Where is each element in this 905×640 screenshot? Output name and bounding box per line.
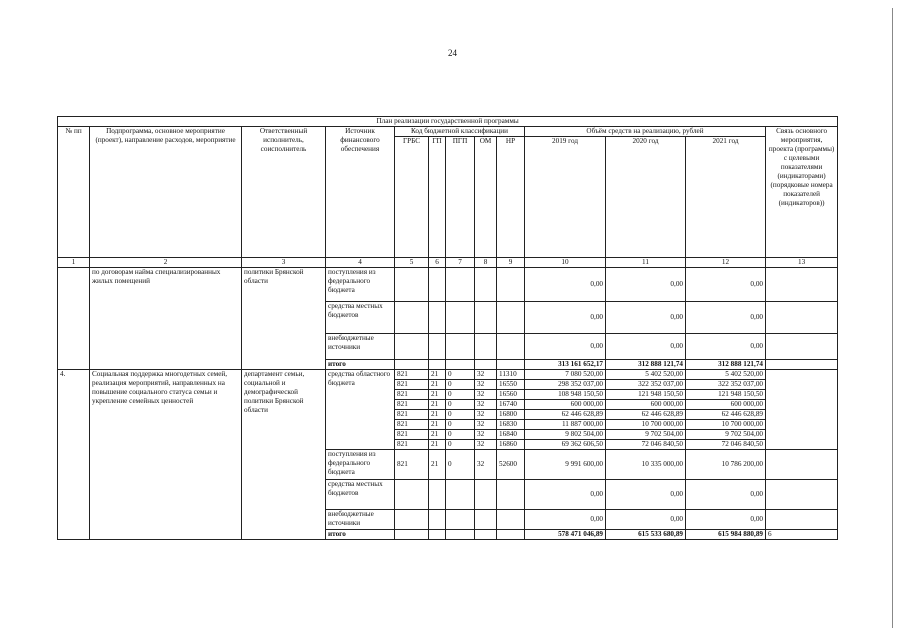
code-pgp: 0 [446, 420, 475, 430]
value-2020: 62 446 628,89 [606, 410, 686, 420]
header-link: Связь основного мероприятия, проекта (программы) с целевыми показателями (индикаторами) (порядковые номера показателей (индикаторов)) [766, 127, 838, 258]
value-2021: 10 700 000,00 [686, 420, 766, 430]
header-2019: 2019 год [525, 137, 606, 258]
value-2020: 322 352 037,00 [606, 380, 686, 390]
value-2020: 9 702 504,00 [606, 430, 686, 440]
column-number: 13 [766, 258, 838, 268]
value-2019: 0,00 [525, 334, 606, 360]
code-om: 32 [475, 400, 497, 410]
value-2019: 11 887 000,00 [525, 420, 606, 430]
code-grbs: 821 [395, 430, 429, 440]
code-gp: 21 [429, 370, 446, 380]
value-2020: 0,00 [606, 268, 686, 302]
code-gp: 21 [429, 450, 446, 480]
value-2021: 0,00 [686, 510, 766, 530]
value-2021: 0,00 [686, 334, 766, 360]
header-num: № пп [58, 127, 90, 258]
code-np: 16800 [497, 410, 525, 420]
total-label: итого [326, 530, 395, 540]
value-2019: 0,00 [525, 510, 606, 530]
subprogram-name: Социальная поддержка многодетных семей, реализация мероприятий, направленных на повышение социального статуса семьи и укрепление семейных ценностей [90, 370, 242, 540]
code-pgp: 0 [446, 450, 475, 480]
code-pgp: 0 [446, 390, 475, 400]
header-source: Источник финансового обеспечения [326, 127, 395, 258]
value-2019: 9 991 600,00 [525, 450, 606, 480]
code-om: 32 [475, 420, 497, 430]
value-2019: 62 446 628,89 [525, 410, 606, 420]
value-2020: 121 948 150,50 [606, 390, 686, 400]
value-2021: 600 000,00 [686, 400, 766, 410]
value-2021: 10 786 200,00 [686, 450, 766, 480]
column-number: 9 [497, 258, 525, 268]
code-pgp: 0 [446, 400, 475, 410]
code-grbs: 821 [395, 420, 429, 430]
header-pgp: ПГП [446, 137, 475, 258]
code-om: 32 [475, 450, 497, 480]
header-responsible: Ответственный исполнитель, соисполнитель [242, 127, 326, 258]
funding-source: внебюджетные источники [326, 510, 395, 530]
column-number: 5 [395, 258, 429, 268]
column-number: 3 [242, 258, 326, 268]
table-row [58, 370, 838, 380]
total-2019: 578 471 046,89 [525, 530, 606, 540]
code-np: 16860 [497, 440, 525, 450]
subprogram-name: по договорам найма специализированных жилых помещений [90, 268, 242, 370]
code-pgp: 0 [446, 430, 475, 440]
table-row [58, 268, 838, 302]
scan-edge-line [892, 8, 893, 628]
value-2020: 600 000,00 [606, 400, 686, 410]
column-number: 2 [90, 258, 242, 268]
code-pgp: 0 [446, 380, 475, 390]
value-2020: 5 402 520,00 [606, 370, 686, 380]
code-om: 32 [475, 370, 497, 380]
value-2021: 62 446 628,89 [686, 410, 766, 420]
total-2020: 615 533 680,89 [606, 530, 686, 540]
value-2021: 0,00 [686, 268, 766, 302]
code-grbs: 821 [395, 450, 429, 480]
value-2020: 0,00 [606, 302, 686, 334]
header-volume: Объём средств на реализацию, рублей [525, 127, 766, 137]
code-np: 16840 [497, 430, 525, 440]
total-2019: 313 161 652,17 [525, 360, 606, 370]
code-gp: 21 [429, 390, 446, 400]
value-2019: 0,00 [525, 268, 606, 302]
column-number: 11 [606, 258, 686, 268]
column-number: 7 [446, 258, 475, 268]
code-om: 32 [475, 380, 497, 390]
code-om: 32 [475, 430, 497, 440]
value-2021: 72 046 840,50 [686, 440, 766, 450]
indicator-link: 6 [766, 530, 838, 540]
value-2020: 0,00 [606, 510, 686, 530]
header-subprogram: Подпрограмма, основное мероприятие (проект), направление расходов, мероприятие [90, 127, 242, 258]
program-plan-table [57, 116, 838, 540]
row-number: 4. [58, 370, 90, 540]
column-number: 6 [429, 258, 446, 268]
funding-source: средства местных бюджетов [326, 302, 395, 334]
value-2019: 7 080 520,00 [525, 370, 606, 380]
code-np: 16740 [497, 400, 525, 410]
total-2020: 312 888 121,74 [606, 360, 686, 370]
value-2019: 0,00 [525, 302, 606, 334]
header-grbs: ГРБС [395, 137, 429, 258]
code-grbs: 821 [395, 410, 429, 420]
value-2019: 69 362 606,50 [525, 440, 606, 450]
value-2021: 0,00 [686, 480, 766, 510]
total-2021: 615 984 880,89 [686, 530, 766, 540]
funding-source: поступления из федерального бюджета [326, 268, 395, 302]
value-2019: 600 000,00 [525, 400, 606, 410]
funding-source: поступления из федерального бюджета [326, 450, 395, 480]
table-title: План реализации государственной программы [58, 117, 838, 127]
value-2020: 10 700 000,00 [606, 420, 686, 430]
total-label: итого [326, 360, 395, 370]
column-number-row [58, 258, 838, 268]
code-grbs: 821 [395, 440, 429, 450]
code-pgp: 0 [446, 440, 475, 450]
header-om: ОМ [475, 137, 497, 258]
value-2019: 298 352 037,00 [525, 380, 606, 390]
header-kbk: Код бюджетной классификации [395, 127, 525, 137]
value-2019: 0,00 [525, 480, 606, 510]
code-np: 16550 [497, 380, 525, 390]
value-2021: 9 702 504,00 [686, 430, 766, 440]
code-np: 16830 [497, 420, 525, 430]
column-number: 12 [686, 258, 766, 268]
responsible-executor: департамент семьи, социальной и демографической политики Брянской области [242, 370, 326, 540]
column-number: 1 [58, 258, 90, 268]
code-grbs: 821 [395, 400, 429, 410]
funding-source: внебюджетные источники [326, 334, 395, 360]
code-np: 11310 [497, 370, 525, 380]
header-2021: 2021 год [686, 137, 766, 258]
value-2020: 72 046 840,50 [606, 440, 686, 450]
header-2020: 2020 год [606, 137, 686, 258]
column-number: 8 [475, 258, 497, 268]
code-np: 52600 [497, 450, 525, 480]
code-om: 32 [475, 440, 497, 450]
code-gp: 21 [429, 400, 446, 410]
funding-source: средства областного бюджета [326, 370, 395, 450]
code-np: 16560 [497, 390, 525, 400]
code-om: 32 [475, 410, 497, 420]
code-om: 32 [475, 390, 497, 400]
code-pgp: 0 [446, 410, 475, 420]
value-2021: 0,00 [686, 302, 766, 334]
code-grbs: 821 [395, 370, 429, 380]
code-grbs: 821 [395, 390, 429, 400]
value-2021: 322 352 037,00 [686, 380, 766, 390]
value-2020: 0,00 [606, 480, 686, 510]
code-gp: 21 [429, 440, 446, 450]
code-gp: 21 [429, 420, 446, 430]
total-2021: 312 888 121,74 [686, 360, 766, 370]
code-grbs: 821 [395, 380, 429, 390]
column-number: 4 [326, 258, 395, 268]
column-number: 10 [525, 258, 606, 268]
code-pgp: 0 [446, 370, 475, 380]
header-np: НР [497, 137, 525, 258]
code-gp: 21 [429, 430, 446, 440]
value-2020: 0,00 [606, 334, 686, 360]
code-gp: 21 [429, 410, 446, 420]
page-number: 24 [448, 48, 457, 58]
value-2019: 108 948 150,50 [525, 390, 606, 400]
code-gp: 21 [429, 380, 446, 390]
value-2021: 5 402 520,00 [686, 370, 766, 380]
value-2019: 9 802 504,00 [525, 430, 606, 440]
value-2021: 121 948 150,50 [686, 390, 766, 400]
header-gp: ГП [429, 137, 446, 258]
value-2020: 10 335 000,00 [606, 450, 686, 480]
funding-source: средства местных бюджетов [326, 480, 395, 510]
responsible-executor: политики Брянской области [242, 268, 326, 370]
